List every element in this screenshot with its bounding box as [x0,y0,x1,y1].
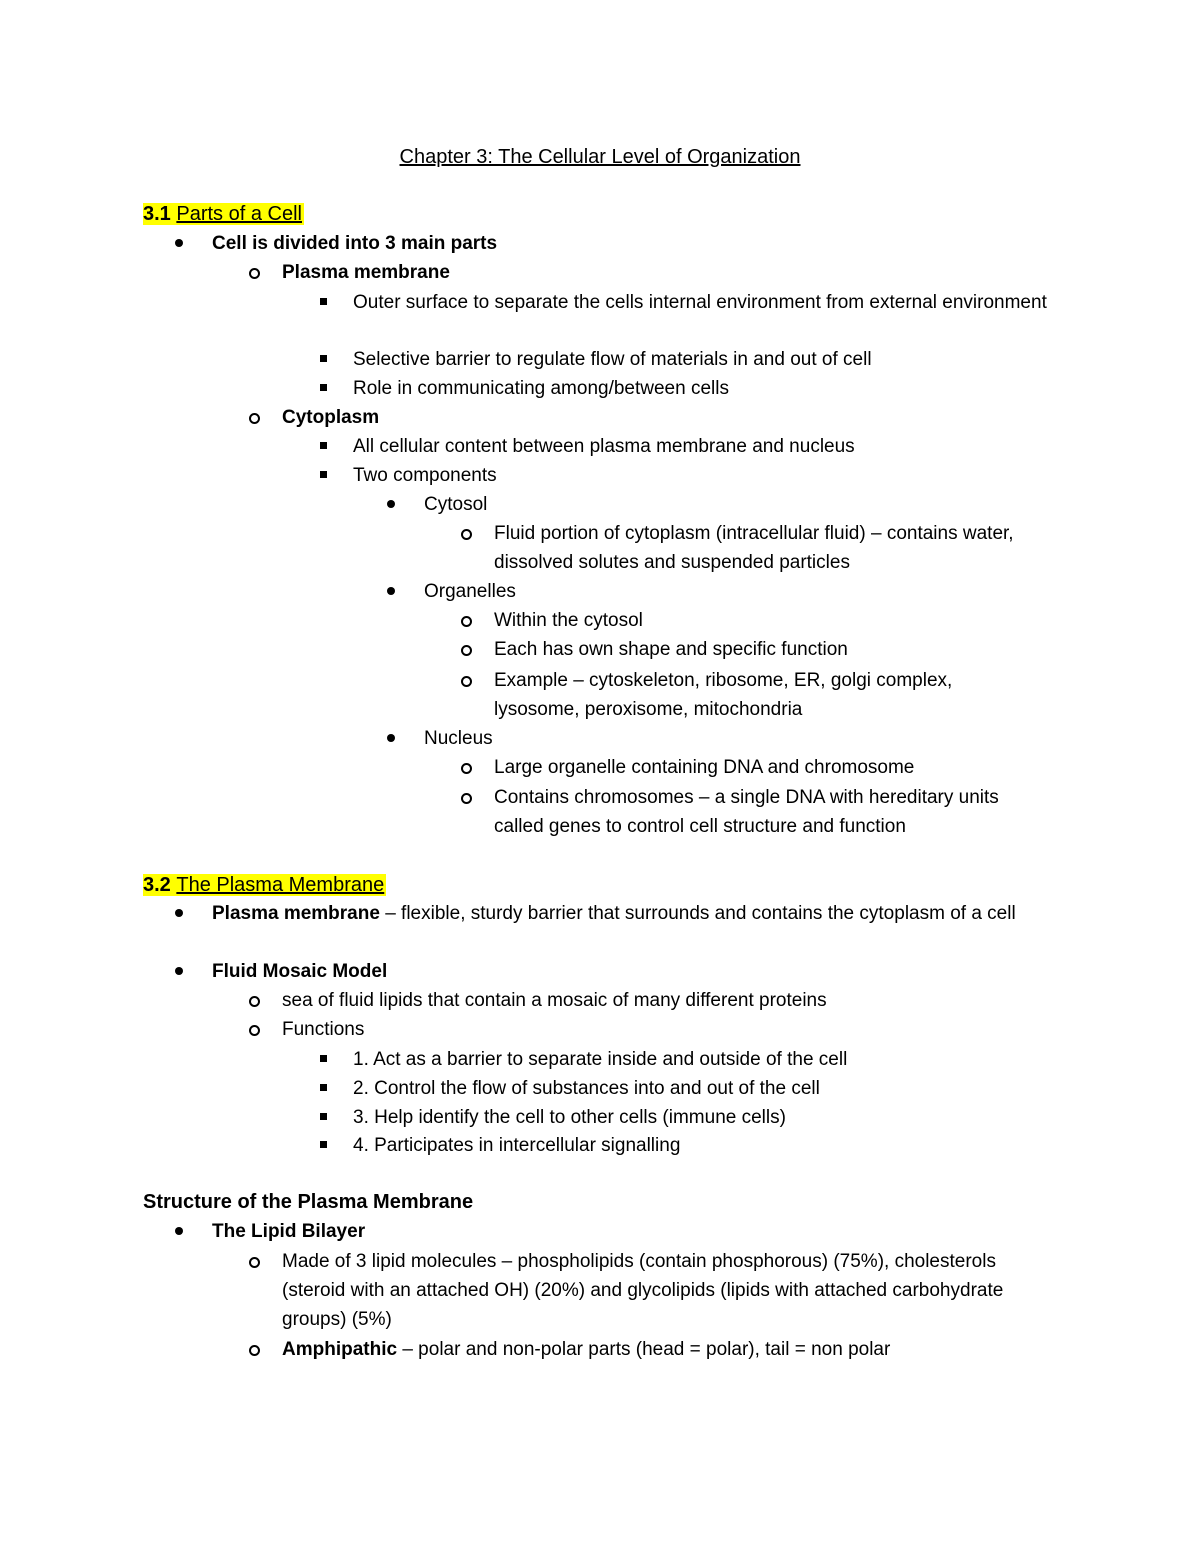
bullet-disc-icon [175,909,183,917]
list-item: Fluid Mosaic Model [212,957,1062,986]
bullet-disc-icon [387,500,395,508]
list-item: 1. Act as a barrier to separate inside and outside of the cell [353,1045,1053,1074]
list-item: Made of 3 lipid molecules – phospholipids (contain phosphorous) (75%), cholesterols (steroid with an attached OH) (20%) and glycolipids (lipids with attached carbohydrate groups) (5%) [282,1247,1022,1334]
bullet-circle-icon [461,763,472,774]
bullet-square-icon [320,1113,327,1120]
bullet-square-icon [320,442,327,449]
list-item: Plasma membrane – flexible, sturdy barrier that surrounds and contains the cytoplasm of a cell [212,899,1062,928]
list-item: Within the cytosol [494,606,1044,635]
list-item: Role in communicating among/between cells [353,374,1053,403]
list-item: Fluid portion of cytoplasm (intracellular fluid) – contains water, dissolved solutes and suspended particles [494,519,1044,577]
bullet-square-icon [320,1055,327,1062]
list-item: All cellular content between plasma membrane and nucleus [353,432,1053,461]
list-item: Example – cytoskeleton, ribosome, ER, golgi complex, lysosome, peroxisome, mitochondria [494,666,1024,724]
list-item: Organelles [424,577,1044,606]
bullet-circle-icon [461,529,472,540]
list-item: Nucleus [424,724,1044,753]
list-item: The Lipid Bilayer [212,1217,1062,1246]
list-item: Cytoplasm [282,403,1062,432]
bullet-circle-icon [249,268,260,279]
bullet-disc-icon [175,967,183,975]
bullet-circle-icon [249,996,260,1007]
bullet-disc-icon [175,1227,183,1235]
bullet-square-icon [320,298,327,305]
bullet-circle-icon [249,1257,260,1268]
list-item: Cytosol [424,490,1044,519]
section-heading-plasma-membrane [143,872,386,898]
bullet-disc-icon [387,587,395,595]
list-item: 4. Participates in intercellular signalling [353,1131,1053,1160]
list-item: Selective barrier to regulate flow of materials in and out of cell [353,345,1053,374]
list-item: Outer surface to separate the cells internal environment from external environment [353,288,1053,317]
bullet-circle-icon [461,676,472,687]
list-item: 2. Control the flow of substances into and out of the cell [353,1074,1053,1103]
bullet-square-icon [320,355,327,362]
list-item: Each has own shape and specific function [494,635,1044,664]
list-item: Plasma membrane [282,258,1062,287]
section-heading-structure: Structure of the Plasma Membrane [143,1191,474,1213]
highlight: 3.1 Parts of a Cell [143,203,302,225]
bullet-square-icon [320,384,327,391]
list-item: sea of fluid lipids that contain a mosaic of many different proteins [282,986,1062,1015]
bullet-circle-icon [249,1025,260,1036]
bullet-circle-icon [461,793,472,804]
list-item: 3. Help identify the cell to other cells (immune cells) [353,1103,1053,1132]
list-item: Amphipathic – polar and non-polar parts (head = polar), tail = non polar [282,1335,1062,1364]
bullet-circle-icon [461,616,472,627]
bullet-circle-icon [249,1345,260,1356]
highlight: 3.2 The Plasma Membrane [143,874,385,896]
bullet-square-icon [320,1141,327,1148]
bullet-disc-icon [387,734,395,742]
list-item: Two components [353,461,1053,490]
list-item: Functions [282,1015,1062,1044]
list-item: Large organelle containing DNA and chromosome [494,753,1044,782]
section-heading-parts-of-cell [143,201,304,227]
list-item: Contains chromosomes – a single DNA with hereditary units called genes to control cell structure and function [494,783,1034,841]
list-item: Cell is divided into 3 main parts [212,229,1072,258]
page-title: Chapter 3: The Cellular Level of Organization [399,146,801,168]
bullet-circle-icon [249,413,260,424]
bullet-circle-icon [461,645,472,656]
bullet-disc-icon [175,239,183,247]
bullet-square-icon [320,471,327,478]
bullet-square-icon [320,1084,327,1091]
